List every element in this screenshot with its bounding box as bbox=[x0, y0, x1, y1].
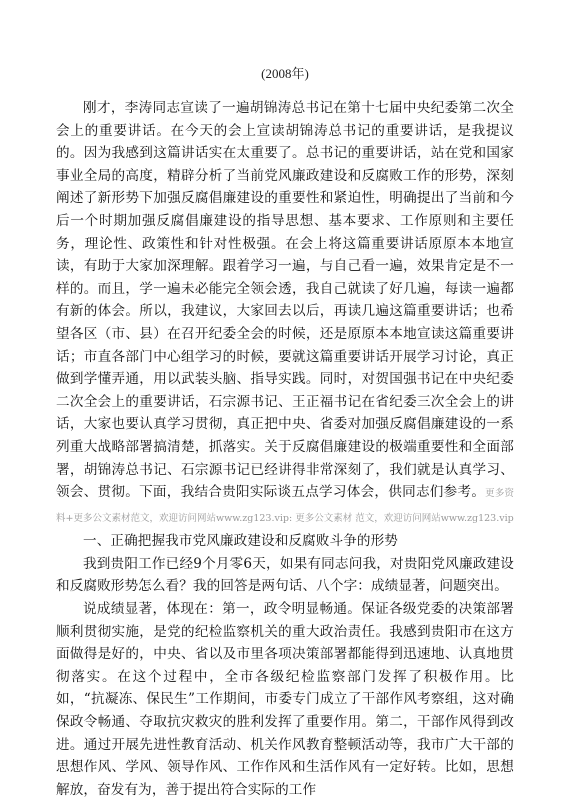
section-heading: 一、正确把握我市党风廉政建设和反腐败斗争的形势 bbox=[83, 533, 398, 550]
paragraph-intro bbox=[56, 97, 514, 530]
document-body bbox=[56, 97, 514, 801]
paragraph-situation: 我到贵阳工作已经9个月零6天，如果有同志问我，对贵阳党风廉政建设和反腐败形势怎么看？我的回答是两句话、八个字：成绩显著，问题突出。 bbox=[56, 555, 514, 595]
paragraph-achievements: 说成绩显著，体现在：第一，政令明显畅通。保证各级党委的决策部署顺利贯彻实施，是党的纪检监察机关的重大政治责任。我感到贵阳市在这方面做得是好的，中央、省以及市里各项决策部署都能得到迅速地、认真地贯彻落实。在这个过程中，全市各级纪检监察部门发挥了积极作用。比如，“抗凝冻、保民生”工作期间，市委专门成立了干部作风考察组，这对确保政令畅通、夺取抗灾救灾的胜利发挥了重要作用。第二，干部作风得到改进。通过开展先进性教育活动、机关作风教育整顿活动等，我市广大干部的思想作风、学风、领导作风、工作作风和生活作风有一定好转。比如，思想解放，奋发有为，善于提出符合实际的工作 bbox=[56, 601, 514, 798]
paragraph-intro-text: 刚才，李涛同志宣读了一遍胡锦涛总书记在第十七届中央纪委第二次全会上的重要讲话。在今天的会上宣读胡锦涛总书记的重要讲话，是我提议的。因为我感到这篇讲话实在太重要了。总书记的重要讲话，站在党和国家事业全局的高度，精辟分析了当前党风廉政建设和反腐败工作的形势，深刻阐述了新形势下加强反腐倡廉建设的重要性和紧迫性，明确提出了当前和今后一个时期加强反腐倡廉建设的指导思想、基本要求、工作原则和主要任务，理论性、政策性和针对性极强。在会上将这篇重要讲话原原本本地宣读，有助于大家加深理解。跟着学习一遍，与自己看一遍，效果肯定是不一样的。而且，学一遍未必能完全领会透，我自己就读了好几遍，每读一遍都有新的体会。所以，我建议，大家回去以后，再读几遍这篇重要讲话；也希望各区（市、县）在召开纪委全会的时候，还是原原本本地宣读这篇重要讲话；市直各部门中心组学习的时候，要就这篇重要讲话开展学习讨论，真正做到学懂弄通，用以武装头脑、指导实践。同时，对贺国强书记在中央纪委二次全会上的重要讲话，石宗源书记、王正福书记在省纪委三次全会上的讲话，大家也要认真学习贯彻，真正把中央、省委对加强反腐倡廉建设的一系列重大战略部署搞清楚，抓落实。关于反腐倡廉建设的极端重要性和全面部署，胡锦涛总书记、石宗源书记已经讲得非常深刻了，我们就是认真学习、领会、贯彻。下面，我结合贵阳实际谈五点学习体会，供同志们参考。 bbox=[56, 100, 514, 501]
document-year: (2008年) bbox=[261, 66, 309, 81]
watermark-ad-text: 更多资料+更多公文素材范文，欢迎访问网站www.zg123.vip: 更多公文素材 范文，欢迎访问网站www.zg123.vip bbox=[56, 488, 514, 524]
